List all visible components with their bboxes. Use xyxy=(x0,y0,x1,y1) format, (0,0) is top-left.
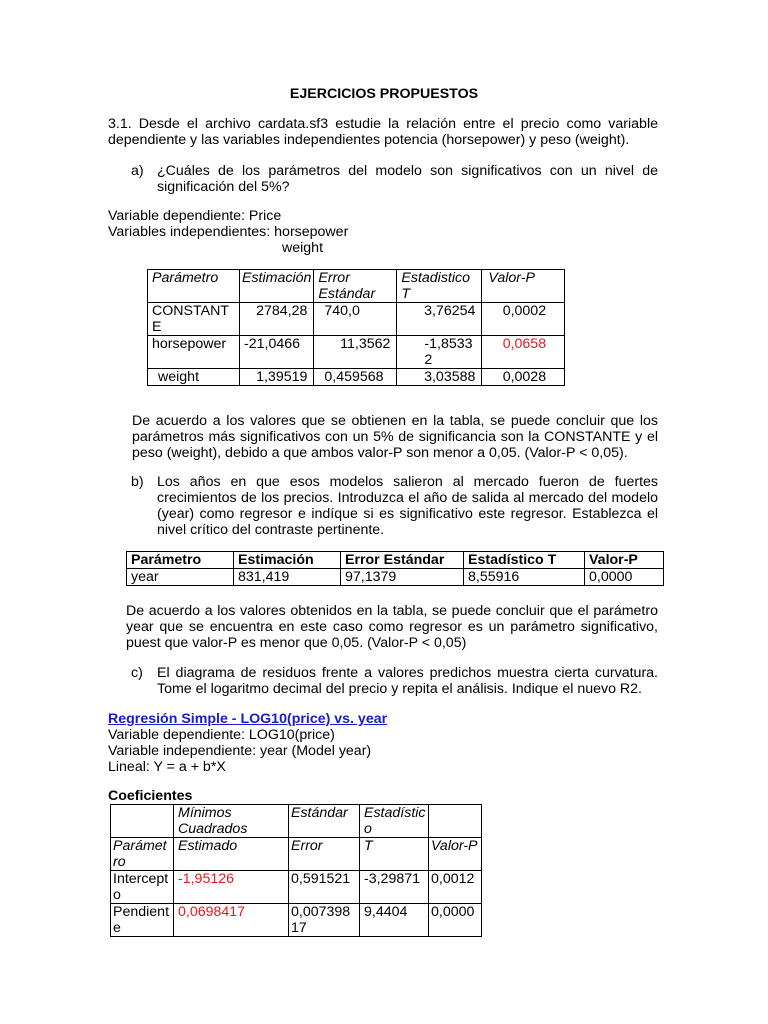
header-cell: Parámetro xyxy=(148,270,240,303)
intro-paragraph: 3.1. Desde el archivo cardata.sf3 estudie la relación entre el precio como variable dependiente y las variables independientes potencia (horsepower) y peso (weight). xyxy=(108,116,658,148)
table-cell: 3,76254 xyxy=(397,303,482,336)
question-c-marker: c) xyxy=(131,665,143,681)
table-cell: -1,85332 xyxy=(397,336,482,369)
table-cell: 0,459568 xyxy=(314,369,397,386)
header-cell: Parámetro xyxy=(127,552,234,569)
table-header-row xyxy=(111,805,482,838)
question-b-text: Los años en que esos modelos salieron al mercado fueron de fuertes crecimientos de los precios. Introduzca el año de salida al mercado del modelo (year) como regresor e indíque si es significativo este regresor. Establezca el nivel crítico del contraste pertinente. xyxy=(157,474,658,538)
table-header-row xyxy=(127,552,664,569)
regression-dependent: Variable dependiente: LOG10(price) xyxy=(108,727,335,743)
question-c-text: El diagrama de residuos frente a valores predichos muestra cierta curvatura. Tome el logaritmo decimal del precio y repita el análisis. Indique el nuevo R2. xyxy=(157,665,658,697)
header-cell: Valor-P xyxy=(585,552,664,569)
header-cell: Estándar xyxy=(289,805,360,838)
table-cell: 3,03588 xyxy=(397,369,482,386)
page-title: EJERCICIOS PROPUESTOS xyxy=(289,86,479,102)
table-cell: 0,0698417 xyxy=(174,904,289,937)
table-cell: CONSTANTE xyxy=(148,303,240,336)
regression-independent: Variable independiente: year (Model year) xyxy=(108,743,372,759)
table-cell: 0,00739817 xyxy=(289,904,360,937)
table-cell: Intercepto xyxy=(111,871,174,904)
independent-variables: Variables independientes: horsepower xyxy=(108,224,349,240)
parameters-table-1 xyxy=(147,269,565,386)
independent-variable-weight: weight xyxy=(282,240,324,256)
header-cell: Estimado xyxy=(174,838,289,871)
question-b-marker: b) xyxy=(131,474,144,490)
table-cell: 0,0000 xyxy=(429,904,482,937)
header-cell: Error Estándar xyxy=(341,552,464,569)
table-cell: 0,591521 xyxy=(289,871,360,904)
dependent-variable: Variable dependiente: Price xyxy=(108,208,282,224)
table-row xyxy=(148,369,565,386)
table-cell: 0,0002 xyxy=(482,303,565,336)
table-cell: 97,1379 xyxy=(341,569,464,586)
table-cell: weight xyxy=(148,369,240,386)
table-header-row xyxy=(148,270,565,303)
header-cell: Estadístico T xyxy=(464,552,585,569)
table-cell: 1,39519 xyxy=(240,369,314,386)
table-cell: -3,29871 xyxy=(360,871,429,904)
table-header-row xyxy=(111,838,482,871)
table-row xyxy=(148,336,565,369)
header-cell: Estadistico T xyxy=(397,270,482,303)
table-row xyxy=(111,871,482,904)
table-row xyxy=(111,904,482,937)
coefficients-heading: Coeficientes xyxy=(108,788,193,804)
header-cell: Parámetro xyxy=(111,838,174,871)
table-cell: 2784,28 xyxy=(240,303,314,336)
coefficients-table xyxy=(110,804,482,937)
table-cell: 0,0658 xyxy=(482,336,565,369)
header-cell: Estimación xyxy=(240,270,314,303)
table-cell: -21,0466 xyxy=(240,336,314,369)
table-row xyxy=(127,569,664,586)
header-cell: Error Estándar xyxy=(314,270,397,303)
table-row xyxy=(148,303,565,336)
table-cell: 0,0012 xyxy=(429,871,482,904)
conclusion-b: De acuerdo a los valores obtenidos en la tabla, se puede concluir que el parámetro year que se encuentra en este caso como regresor es un parámetro significativo, puest que valor-P es menor que 0,05. (Valor-P < 0,05) xyxy=(126,603,658,651)
header-cell: Estimación xyxy=(234,552,341,569)
table-cell: 0,0028 xyxy=(482,369,565,386)
header-cell xyxy=(111,805,174,838)
header-cell: Error xyxy=(289,838,360,871)
header-cell: Mínimos Cuadrados xyxy=(174,805,289,838)
table-cell: 740,0 xyxy=(314,303,397,336)
header-cell: Valor-P xyxy=(482,270,565,303)
table-cell: 8,55916 xyxy=(464,569,585,586)
table-cell: year xyxy=(127,569,234,586)
regression-heading-link[interactable]: Regresión Simple - LOG10(price) vs. year xyxy=(108,711,388,727)
question-a-text: ¿Cuáles de los parámetros del modelo son significativos con un nivel de significación del 5%? xyxy=(157,163,658,195)
header-cell: T xyxy=(360,838,429,871)
table-cell: 11,3562 xyxy=(314,336,397,369)
header-cell xyxy=(429,805,482,838)
table-cell: horsepower xyxy=(148,336,240,369)
table-cell: 9,4404 xyxy=(360,904,429,937)
conclusion-a: De acuerdo a los valores que se obtienen en la tabla, se puede concluir que los parámetros más significativos con un 5% de significancia son la CONSTANTE y el peso (weight), debido a que ambos valor-P son menor a 0,05. (Valor-P < 0,05). xyxy=(132,413,658,461)
header-cell: Valor-P xyxy=(429,838,482,871)
table-cell: Pendiente xyxy=(111,904,174,937)
table-cell: -1,95126 xyxy=(174,871,289,904)
parameters-table-2 xyxy=(126,551,664,586)
regression-model: Lineal: Y = a + b*X xyxy=(108,759,226,775)
question-a-marker: a) xyxy=(131,163,144,179)
table-cell: 0,0000 xyxy=(585,569,664,586)
table-cell: 831,419 xyxy=(234,569,341,586)
header-cell: Estadístico xyxy=(360,805,429,838)
